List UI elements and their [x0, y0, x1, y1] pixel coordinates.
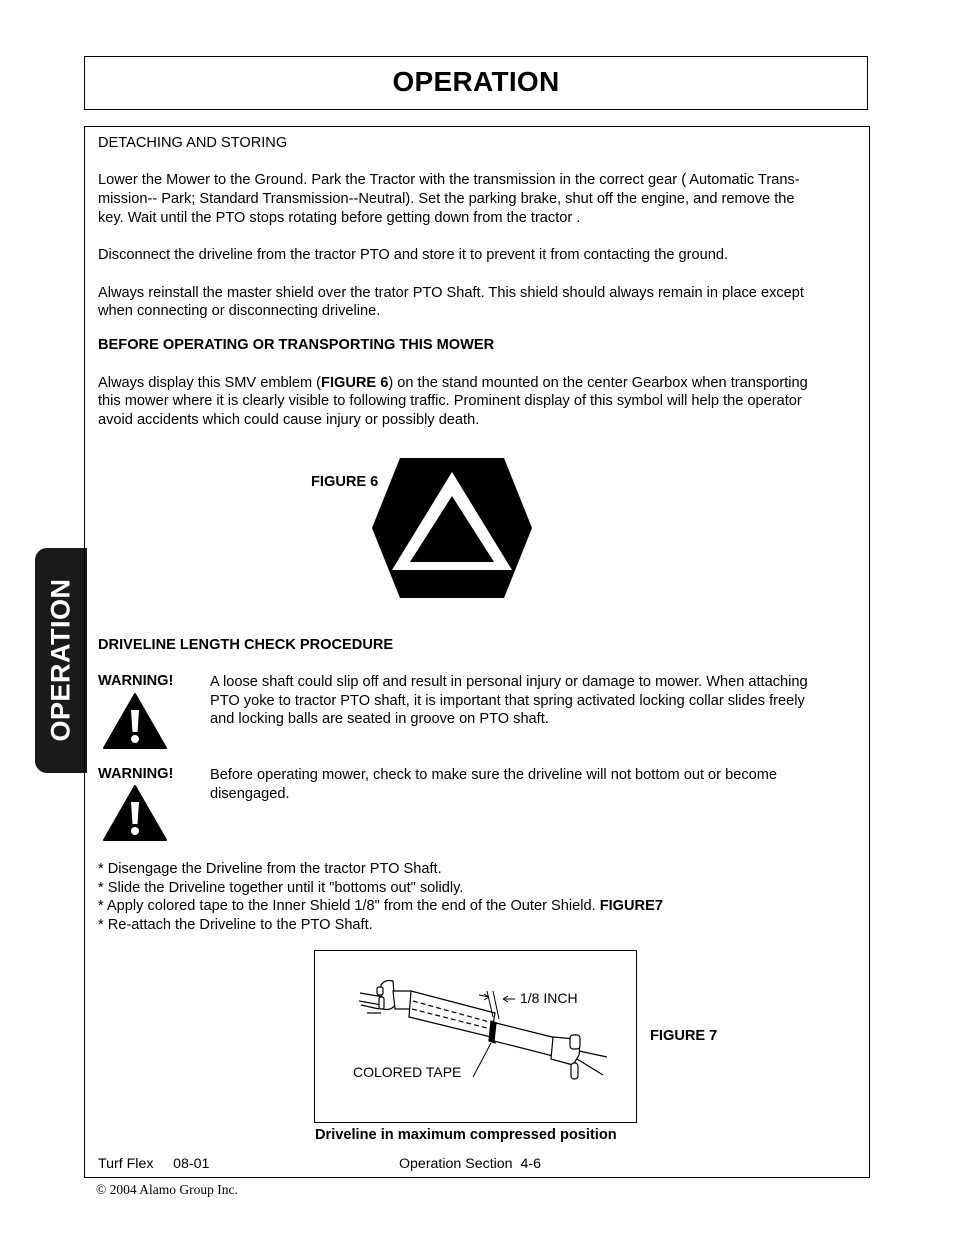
paragraph-line: Always reinstall the master shield over the trator PTO Shaft. This shield should always remain in place except [98, 285, 804, 301]
text-run: Always display this SMV emblem ( [98, 375, 322, 391]
warning-text [210, 766, 860, 803]
warning-triangle-icon [102, 784, 168, 842]
figure-7-label: FIGURE 7 [650, 1028, 718, 1044]
list-item: * Disengage the Driveline from the tractor PTO Shaft. [98, 861, 442, 877]
figure-7-caption: Driveline in maximum compressed position [315, 1127, 617, 1143]
warning-line: and locking balls are seated in groove on PTO shaft. [210, 711, 549, 728]
figure-reference: FIGURE7 [599, 898, 663, 915]
footer-section: Operation Section 4-6 [399, 1156, 541, 1172]
warning-line: disengaged. [210, 785, 290, 802]
figure-7-box [314, 950, 637, 1123]
warning-line: A loose shaft could slip off and result in personal injury or damage to mower. When attaching [210, 674, 808, 690]
section-heading-before-operating: BEFORE OPERATING OR TRANSPORTING THIS MOWER [98, 337, 495, 353]
list-item: * Slide the Driveline together until it "bottoms out" solidly. [98, 879, 464, 896]
paragraph-line: avoid accidents which could cause injury or possibly death. [98, 412, 480, 428]
paragraph-line: Lower the Mower to the Ground. Park the Tractor with the transmission in the correct gear ( Automatic Trans- [98, 172, 800, 188]
paragraph-line: this mower where it is clearly visible to following traffic. Prominent display of this symbol will help the operator [98, 393, 802, 409]
callout-label: COLORED TAPE [353, 1064, 462, 1080]
warning-label: WARNING! [98, 673, 174, 689]
side-section-tab [35, 548, 87, 773]
text-run: ) on the stand mounted on the center Gearbox when transporting [388, 375, 808, 391]
warning-line: Before operating mower, check to make sure the driveline will not bottom out or become [210, 767, 778, 783]
warning-label: WARNING! [98, 766, 174, 782]
text-run: * Apply colored tape to the Inner Shield 1/8" from the end of the Outer Shield. [98, 898, 600, 915]
warning-line: PTO yoke to tractor PTO shaft, it is important that spring activated locking collar slides freely [210, 692, 805, 709]
page-title: OPERATION [392, 66, 560, 97]
header-box [84, 56, 868, 110]
list-item [98, 897, 663, 916]
dimension-label: 1/8 INCH [520, 990, 578, 1006]
list-item: * Re-attach the Driveline to the PTO Shaft. [98, 916, 373, 933]
paragraph-line [98, 374, 808, 393]
footer-model-text: Turf Flex 08-01 [98, 1156, 210, 1172]
section-heading-driveline: DRIVELINE LENGTH CHECK PROCEDURE [98, 637, 394, 653]
figure-reference: FIGURE 6 [321, 375, 389, 391]
warning-text [210, 673, 860, 729]
section-heading-detaching: DETACHING AND STORING [98, 135, 288, 151]
paragraph-line: key. Wait until the PTO stops rotating before getting down from the tractor . [98, 210, 581, 226]
procedure-steps [98, 860, 663, 934]
paragraph-line: mission-- Park; Standard Transmission--Neutral). Set the parking brake, shut off the engine, and remove the [98, 191, 795, 207]
warning-triangle-icon [102, 692, 168, 750]
paragraph-line: when connecting or disconnecting driveline. [98, 303, 381, 319]
paragraph-disconnect: Disconnect the driveline from the tractor PTO and store it to prevent it from contacting the ground. [98, 247, 729, 263]
copyright: © 2004 Alamo Group Inc. [96, 1182, 238, 1197]
driveline-drawing [315, 951, 636, 1122]
footer-model [98, 1156, 209, 1172]
side-tab-label: OPERATION [45, 578, 76, 742]
smv-emblem-icon [372, 458, 532, 598]
figure-6-label: FIGURE 6 [311, 474, 379, 490]
